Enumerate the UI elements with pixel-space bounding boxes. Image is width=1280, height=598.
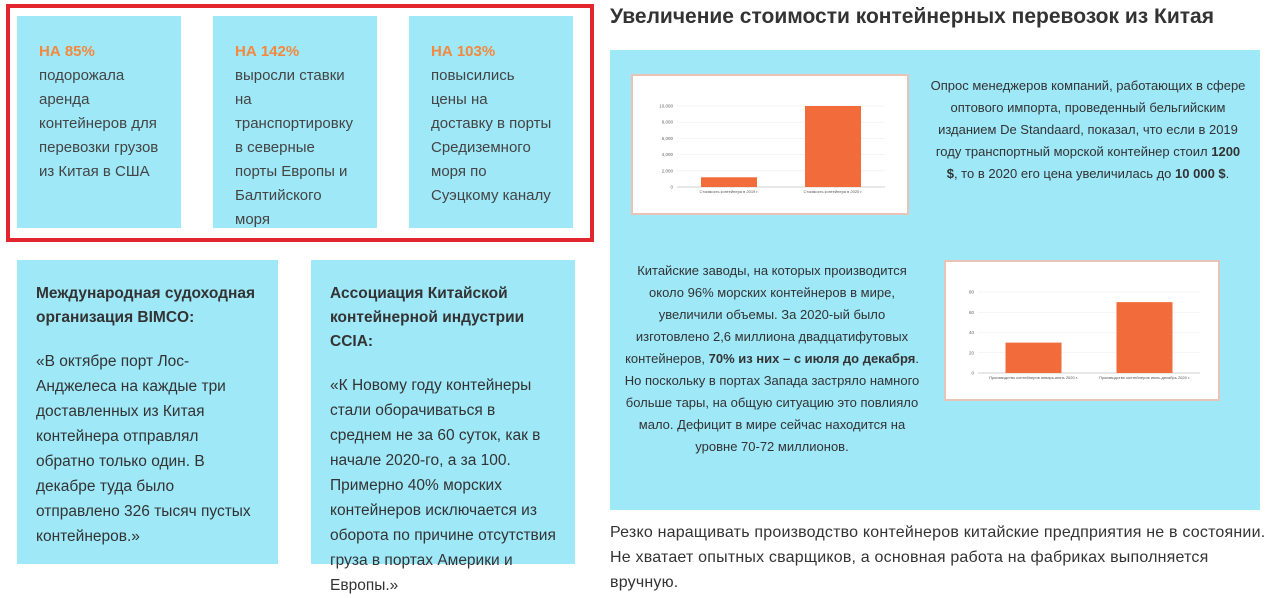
price-chart bbox=[631, 74, 909, 215]
factories-paragraph bbox=[622, 260, 922, 458]
stat-percent: НА 142% bbox=[235, 43, 300, 60]
production-chart-svg bbox=[946, 262, 1218, 399]
stat-text: подорожала аренда контейнеров для перевозки грузов из Китая в США bbox=[39, 67, 159, 180]
quote-title: Международная судоходная организация BIMCO: bbox=[36, 285, 255, 326]
quote-card bbox=[17, 260, 278, 564]
bottom-paragraph: Резко наращивать производство контейнеров китайские предприятия не в состоянии. Не хватает опытных сварщиков, а основная работа на фабриках выполняется вручную. bbox=[610, 524, 1266, 591]
chart-bar bbox=[701, 177, 757, 187]
price-2020: 10 000 $ bbox=[1175, 166, 1226, 181]
stat-text: выросли ставки на транспортировку в северные порты Европы и Балтийского моря bbox=[235, 67, 353, 228]
stat-text: повысились цены на доставку в порты Средиземного моря по Суэцкому каналу bbox=[431, 67, 552, 204]
x-tick-label: Производство контейнеров январь-июнь 2020 г. bbox=[989, 375, 1078, 380]
x-tick-label: Стоимость контейнера в 2020 г. bbox=[803, 189, 863, 194]
text-segment: Китайские заводы, на которых производится около 96% морских контейнеров в мире, увеличили объемы. За 2020-ый было изготовлено 2,6 миллиона двадцатифутовых контейнеров, bbox=[625, 263, 909, 366]
production-chart bbox=[944, 260, 1220, 401]
stat-card bbox=[17, 16, 181, 228]
article-headline: Увеличение стоимости контейнерных перевозок из Китая bbox=[610, 5, 1214, 28]
x-tick-label: Производство контейнеров июль-декабрь 2020 г. bbox=[1098, 375, 1191, 380]
price-chart-svg bbox=[633, 76, 907, 213]
y-tick-label: 2,000 bbox=[661, 168, 673, 174]
chart-bar bbox=[1117, 302, 1173, 373]
text-segment: , то в 2020 его цена увеличилась до bbox=[953, 166, 1176, 181]
survey-paragraph bbox=[930, 75, 1246, 185]
y-tick-label: 20 bbox=[968, 350, 974, 356]
quote-text: «К Новому году контейнеры стали оборачиваться в среднем не за 60 суток, как в начале 2020-го, а за 100. Примерно 40% морских контейнеров исключается из оборота по причине отсутствия груза в портах Америки и Европы.» bbox=[330, 377, 556, 594]
chart-bar bbox=[1006, 343, 1062, 373]
quote-title: Ассоциация Китайской контейнерной индустрии CCIA: bbox=[330, 285, 525, 350]
stat-card bbox=[409, 16, 573, 228]
y-tick-label: 4,000 bbox=[661, 152, 673, 158]
stat-percent: НА 85% bbox=[39, 43, 95, 60]
production-highlight: 70% из них – с июля до декабря bbox=[708, 351, 916, 366]
text-segment: . Но поскольку в портах Запада застряло намного больше тары, на общую ситуацию это повлияло мало. Дефицит в мире сейчас находится на уровне 70-72 миллионов. bbox=[624, 351, 920, 454]
quote-text: «В октябре порт Лос-Анджелеса на каждые три доставленных из Китая контейнера отправлял обратно только один. В декабре туда было отправлено 326 тысяч пустых контейнеров.» bbox=[36, 353, 251, 545]
x-tick-label: Стоимость контейнера в 2019 г. bbox=[699, 189, 759, 194]
y-tick-label: 60 bbox=[968, 309, 974, 315]
y-tick-label: 0 bbox=[670, 184, 673, 190]
chart-bar bbox=[805, 106, 861, 187]
y-tick-label: 80 bbox=[968, 289, 974, 295]
y-tick-label: 0 bbox=[971, 370, 974, 376]
text-segment: Опрос менеджеров компаний, работающих в сфере оптового импорта, проведенный бельгийским изданием De Standaard, показал, что если в 2019 году транспортный морской контейнер стоил bbox=[930, 78, 1246, 159]
y-tick-label: 40 bbox=[968, 330, 974, 335]
stat-card bbox=[213, 16, 377, 228]
y-tick-label: 6,000 bbox=[661, 135, 673, 141]
stat-percent: НА 103% bbox=[431, 43, 496, 60]
text-segment: . bbox=[1225, 166, 1230, 181]
y-tick-label: 8,000 bbox=[661, 119, 673, 125]
price-2019: 1200 $ bbox=[946, 144, 1241, 181]
y-tick-label: 10,000 bbox=[659, 103, 673, 109]
quote-card bbox=[311, 260, 575, 594]
